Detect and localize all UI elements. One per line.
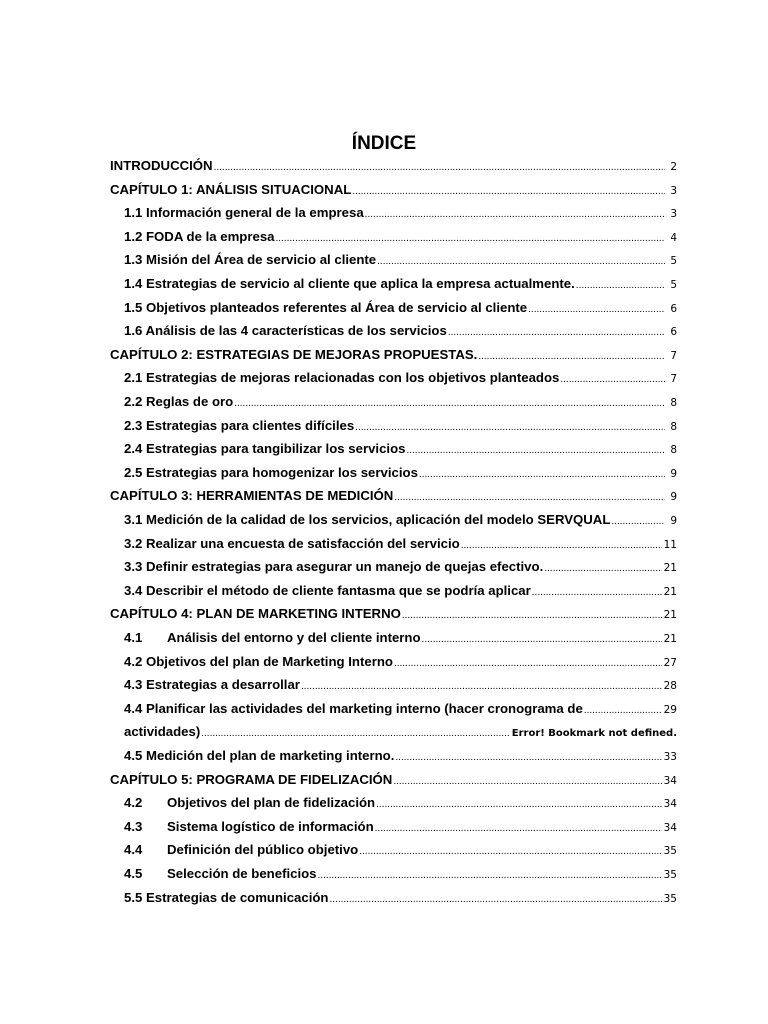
toc-entry-error: Error! Bookmark not defined. [511, 728, 677, 740]
toc-entry[interactable] [124, 227, 677, 247]
toc-entry-page: 34 [663, 774, 677, 787]
toc-dot-leader [611, 512, 665, 532]
toc-dot-leader [402, 606, 662, 626]
toc-entry[interactable] [110, 180, 677, 200]
toc-dot-leader [214, 158, 665, 178]
toc-dot-leader [461, 536, 662, 556]
toc-entry-label: CAPÍTULO 1: ANÁLISIS SITUACIONAL [110, 181, 352, 197]
toc-entry-page: 5 [670, 279, 677, 291]
toc-entry-page: 27 [663, 656, 677, 669]
toc-entry[interactable] [124, 534, 677, 554]
toc-entry-page: 35 [663, 892, 677, 905]
toc-dot-leader [395, 748, 661, 768]
toc-entry-label: 3.3 Definir estrategias para asegurar un manejo de quejas efectivo. [124, 559, 544, 575]
toc-dot-leader [359, 842, 661, 862]
toc-entry-label: 3.4 Describir el método de cliente fantasma que se podría aplicar [124, 582, 531, 598]
toc-entry[interactable] [124, 581, 677, 601]
toc-entry[interactable] [110, 770, 677, 790]
toc-entry-label: Análisis del entorno y del cliente interno [167, 630, 421, 645]
toc-entry[interactable] [124, 840, 677, 860]
toc-entry-page: 8 [670, 397, 677, 409]
toc-entry-page: 6 [670, 326, 677, 339]
toc-entry-label: 1.5 Objetivos planteados referentes al Área de servicio al cliente [124, 299, 528, 315]
toc-dot-leader [234, 394, 665, 414]
toc-dot-leader [329, 890, 661, 910]
toc-entry-page: 35 [663, 845, 677, 858]
toc-entry[interactable] [124, 274, 677, 294]
toc-entry[interactable] [124, 463, 677, 483]
toc-entry[interactable] [124, 321, 677, 341]
toc-entry-page: 28 [663, 680, 677, 693]
toc-entry[interactable] [124, 652, 677, 672]
toc-entry-number: 4.4 [124, 842, 143, 858]
toc-entry[interactable] [124, 675, 677, 695]
toc-dot-leader [422, 630, 662, 650]
toc-entry[interactable] [110, 604, 677, 624]
toc-dot-leader [528, 300, 665, 320]
toc-dot-leader [365, 205, 665, 225]
toc-entry[interactable] [124, 298, 677, 318]
toc-dot-leader [560, 370, 665, 390]
toc-entry-label: 1.1 Información general de la empresa [124, 205, 364, 221]
toc-dot-leader [576, 276, 665, 296]
toc-entry-page: 21 [663, 609, 677, 622]
toc-entry-page: 34 [663, 798, 677, 811]
toc-entry-page: 34 [663, 821, 677, 834]
toc-dot-leader [301, 677, 662, 697]
toc-entry-label: CAPÍTULO 3: HERRAMIENTAS DE MEDICIÓN [110, 488, 394, 504]
toc-entry-label: 2.4 Estrategias para tangibilizar los servicios [124, 441, 406, 457]
toc-entry[interactable] [124, 416, 677, 436]
toc-dot-leader [532, 583, 662, 603]
toc-dot-leader [377, 252, 665, 272]
toc-entry[interactable] [124, 722, 677, 742]
toc-entry[interactable] [124, 203, 677, 223]
toc-entry-page: 21 [663, 562, 677, 575]
toc-entry-page: 2 [670, 161, 677, 173]
toc-dot-leader [276, 229, 666, 249]
toc-entry-page: 9 [670, 515, 677, 527]
toc-entry-page: 5 [670, 255, 677, 268]
toc-dot-leader [393, 772, 661, 792]
toc-entry[interactable] [124, 439, 677, 459]
toc-dot-leader [419, 465, 665, 485]
toc-entry-label: 2.2 Reglas de oro [124, 394, 234, 409]
toc-entry-label: Objetivos del plan de fidelización [167, 795, 376, 811]
toc-entry-page: 21 [663, 633, 677, 645]
toc-entry[interactable] [124, 864, 677, 884]
toc-entry-page: 29 [663, 703, 677, 716]
toc-entry[interactable] [124, 793, 677, 813]
toc-entry[interactable] [124, 510, 677, 530]
toc-entry-label: CAPÍTULO 5: PROGRAMA DE FIDELIZACIÓN [110, 771, 393, 787]
toc-dot-leader [584, 701, 662, 721]
toc-entry[interactable] [124, 628, 677, 648]
toc-entry-label: 1.6 Análisis de las 4 características de los servicios [124, 323, 447, 339]
toc-dot-leader [448, 323, 665, 343]
toc-entry-label: 2.5 Estrategias para homogenizar los servicios [124, 464, 418, 480]
toc-dot-leader [406, 441, 665, 461]
toc-entry-page: 8 [670, 420, 677, 433]
toc-entry-label: 2.1 Estrategias de mejoras relacionadas con los objetivos planteados [124, 370, 560, 386]
toc-entry-number: 4.5 [124, 866, 143, 881]
toc-dot-leader [394, 654, 662, 674]
toc-entry[interactable] [124, 392, 677, 412]
toc-dot-leader [318, 866, 662, 886]
toc-entry-page: 3 [670, 184, 677, 197]
toc-entry[interactable] [110, 345, 677, 365]
toc-entry-label: 4.4 Planificar las actividades del marketing interno (hacer cronograma de [124, 700, 583, 716]
toc-entry[interactable] [124, 817, 677, 837]
toc-entry-label: Definición del público objetivo [167, 842, 359, 858]
toc-entry-page: 7 [670, 349, 677, 362]
toc-entry-page: 6 [670, 302, 677, 315]
toc-entry-page: 7 [670, 373, 677, 386]
toc-entry[interactable] [124, 557, 677, 577]
toc-entry-label: 4.3 Estrategias a desarrollar [124, 677, 300, 693]
toc-dot-leader [375, 819, 662, 839]
toc-entry-label: 1.3 Misión del Área de servicio al cliente [124, 252, 377, 268]
toc-entry-page: 3 [670, 208, 677, 221]
toc-dot-leader [355, 418, 665, 438]
toc-dot-leader [352, 182, 665, 202]
toc-entry-label: CAPÍTULO 4: PLAN DE MARKETING INTERNO [110, 606, 401, 622]
toc-entry[interactable] [124, 699, 677, 719]
toc-dot-leader [201, 724, 510, 744]
toc-dot-leader [394, 488, 665, 508]
toc-entry-label: 3.2 Realizar una encuesta de satisfacción del servicio [124, 535, 460, 551]
toc-entry-page: 9 [670, 467, 677, 480]
toc-entry-label: CAPÍTULO 2: ESTRATEGIAS DE MEJORAS PROPUESTAS. [110, 346, 478, 362]
toc-entry-label: 3.1 Medición de la calidad de los servicios, aplicación del modelo SERVQUAL [124, 512, 611, 527]
toc-entry-label: Sistema logístico de información [167, 818, 374, 834]
toc-entry-label: 2.3 Estrategias para clientes difíciles [124, 417, 355, 433]
toc-dot-leader [544, 559, 661, 579]
toc-entry-label: 5.5 Estrategias de comunicación [124, 889, 329, 905]
toc-entry[interactable] [124, 888, 677, 908]
toc-entry-page: 4 [670, 231, 677, 244]
toc-entry-label: 1.2 FODA de la empresa [124, 228, 275, 244]
toc-entry[interactable] [124, 746, 677, 766]
toc-entry-page: 8 [670, 444, 677, 457]
toc-title: ÍNDICE [351, 133, 417, 154]
toc-entry-label: 4.2 Objetivos del plan de Marketing Interno [124, 653, 393, 669]
toc-entry-label: actividades) [124, 724, 201, 740]
toc-entry[interactable] [110, 156, 677, 176]
toc-entry-label: INTRODUCCIÓN [110, 158, 213, 173]
toc-entry-label: 1.4 Estrategias de servicio al cliente que aplica la empresa actualmente. [124, 276, 575, 291]
toc-entry[interactable] [110, 486, 677, 506]
toc-entry[interactable] [124, 250, 677, 270]
toc-entry[interactable] [124, 368, 677, 388]
toc-entry-number: 4.1 [124, 630, 143, 645]
toc-entry-page: 9 [670, 491, 677, 504]
toc-entry-label: Selección de beneficios [167, 866, 317, 881]
toc-entry-label: 4.5 Medición del plan de marketing interno. [124, 748, 395, 763]
toc-entry-number: 4.2 [124, 795, 143, 811]
toc-entry-page: 33 [663, 751, 677, 763]
toc-dot-leader [478, 347, 665, 367]
toc-entry-number: 4.3 [124, 818, 143, 834]
toc-entry-page: 21 [663, 585, 677, 598]
toc-dot-leader [376, 795, 662, 815]
toc-entry-page: 11 [663, 538, 677, 551]
toc-entry-page: 35 [663, 869, 677, 881]
